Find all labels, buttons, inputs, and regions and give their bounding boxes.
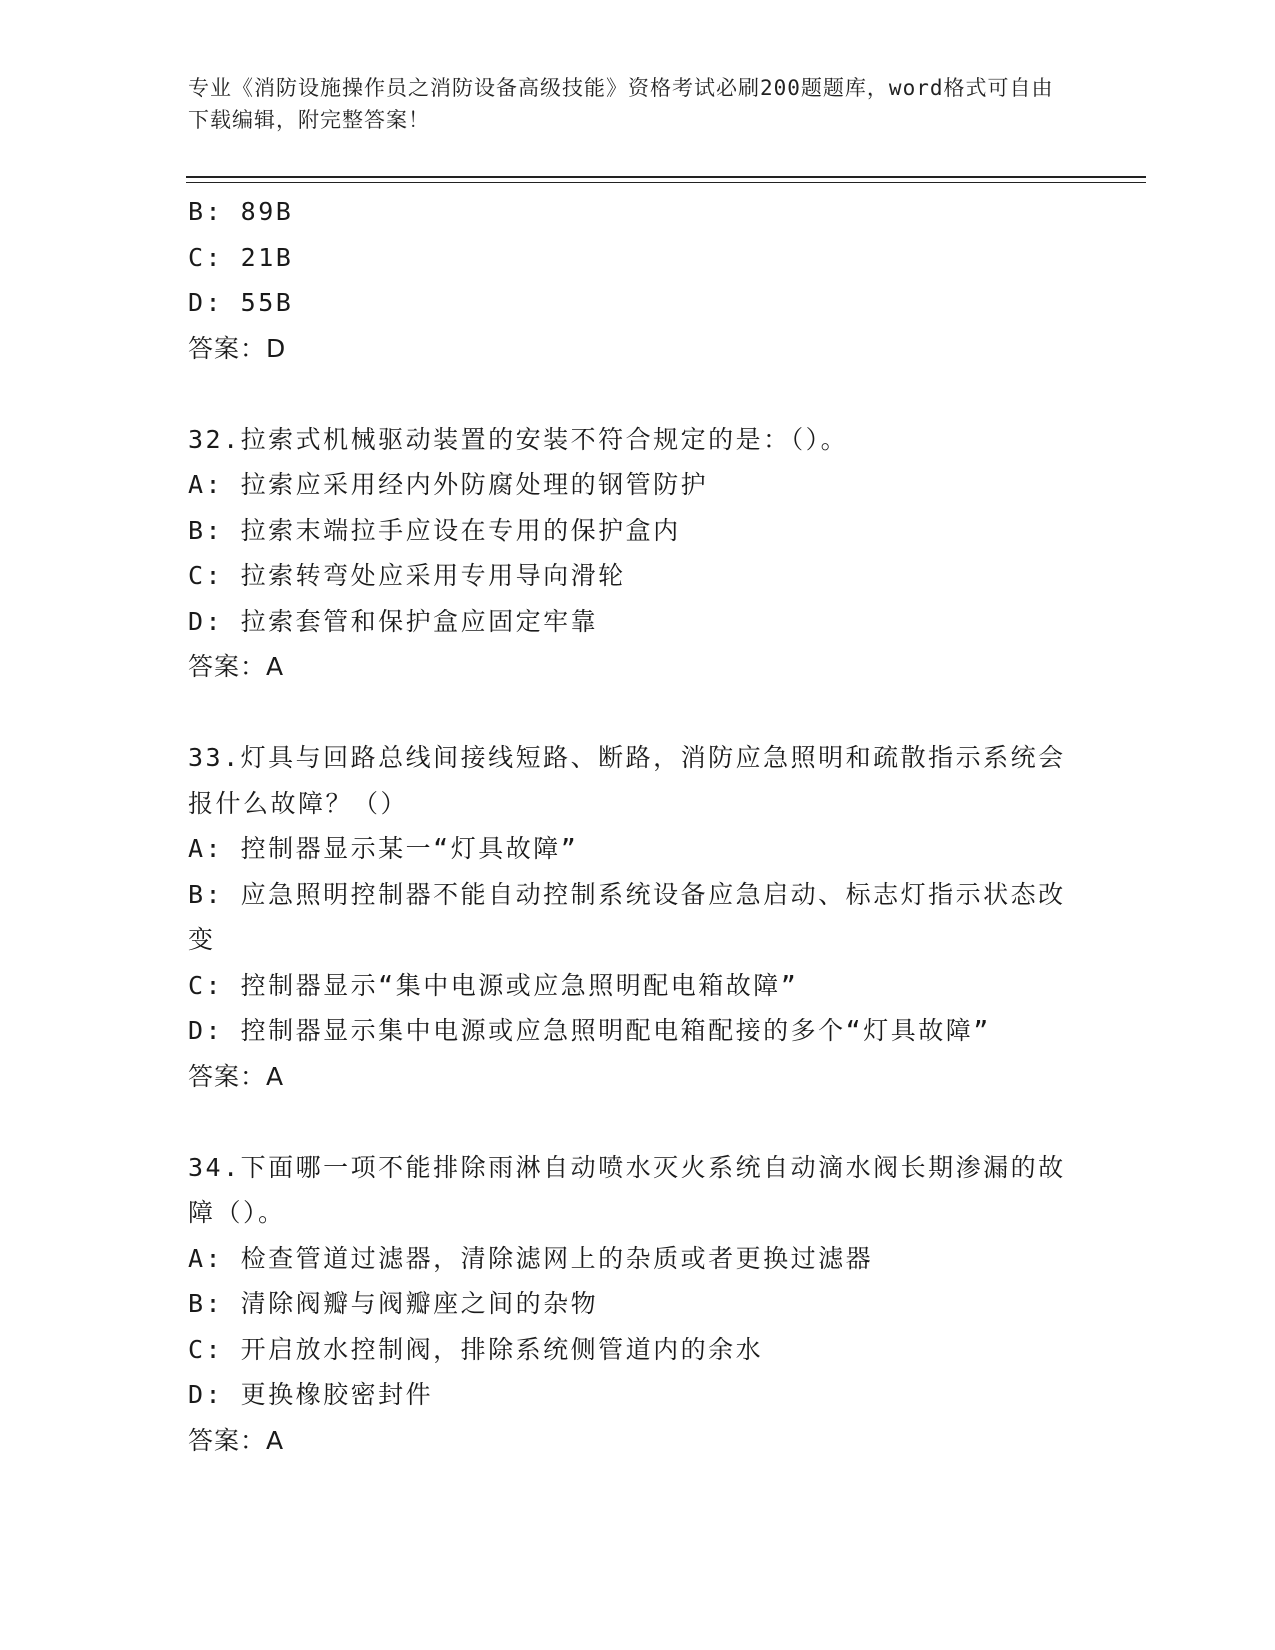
document-header — [188, 72, 1068, 136]
option-d: D: 控制器显示集中电源或应急照明配电箱配接的多个“灯具故障” — [188, 1016, 991, 1045]
option-b: B: 清除阀瓣与阀瓣座之间的杂物 — [188, 1289, 599, 1318]
option-b: B: 拉索末端拉手应设在专用的保护盒内 — [188, 515, 681, 545]
answer-line: 答案：A — [188, 1061, 285, 1091]
option-a: A: 拉索应采用经内外防腐处理的钢管防护 — [188, 470, 709, 499]
option-d: D: 拉索套管和保护盒应固定牢靠 — [188, 606, 599, 636]
question-stem: 32.拉索式机械驱动装置的安装不符合规定的是：（）。 — [188, 424, 849, 454]
question-31-continued — [188, 189, 1068, 371]
option-d: D: 更换橡胶密封件 — [188, 1380, 434, 1409]
option-b: B: 89B — [188, 197, 294, 226]
header-title: 专业《消防设施操作员之消防设备高级技能》资格考试必刷200题题库，word格式可自由下载编辑，附完整答案！ — [188, 76, 1054, 132]
question-33 — [188, 735, 1068, 1099]
answer-line: 答案：A — [188, 652, 285, 681]
spacer — [188, 690, 1068, 736]
header-divider-thin — [186, 182, 1146, 183]
option-c: C: 开启放水控制阀，排除系统侧管道内的余水 — [188, 1334, 764, 1364]
option-c: C: 拉索转弯处应采用专用导向滑轮 — [188, 561, 626, 590]
question-32 — [188, 417, 1068, 690]
option-a: A: 检查管道过滤器，清除滤网上的杂质或者更换过滤器 — [188, 1243, 874, 1273]
question-34 — [188, 1145, 1068, 1464]
option-a: A: 控制器显示某一“灯具故障” — [188, 834, 579, 863]
header-divider-thick — [186, 176, 1146, 178]
question-list — [188, 189, 1068, 1463]
spacer — [188, 371, 1068, 417]
question-stem: 33.灯具与回路总线间接线短路、断路，消防应急照明和疏散指示系统会报什么故障？（） — [188, 743, 1066, 818]
answer-line: 答案：D — [188, 333, 287, 363]
answer-line: 答案：A — [188, 1425, 285, 1455]
question-stem: 34.下面哪一项不能排除雨淋自动喷水灭火系统自动滴水阀长期渗漏的故障（）。 — [188, 1152, 1066, 1227]
option-c: C: 控制器显示“集中电源或应急照明配电箱故障” — [188, 970, 799, 1000]
spacer — [188, 1099, 1068, 1145]
option-b: B: 应急照明控制器不能自动控制系统设备应急启动、标志灯指示状态改变 — [188, 879, 1066, 954]
option-c: C: 21B — [188, 242, 294, 272]
option-d: D: 55B — [188, 288, 294, 317]
